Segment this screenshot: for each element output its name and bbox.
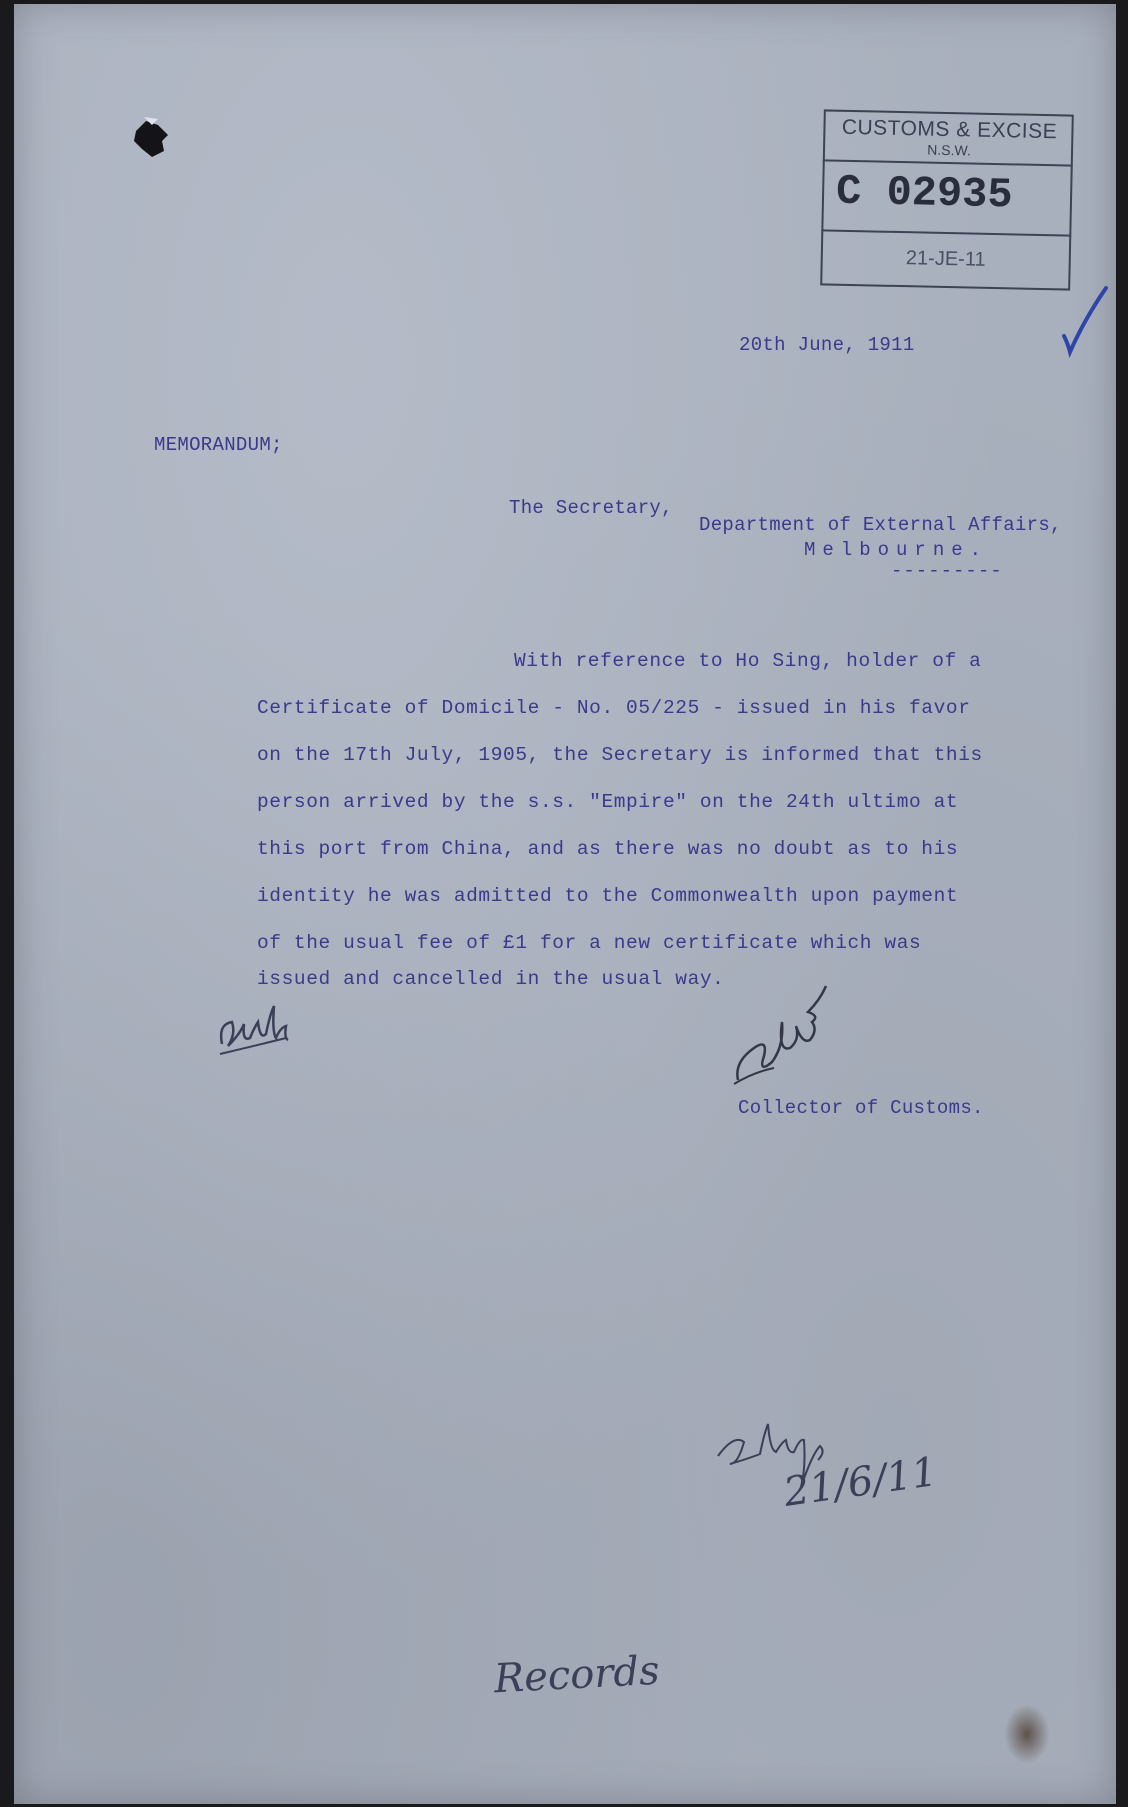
stamp-title: CUSTOMS & EXCISE: [841, 115, 1058, 144]
body-line: With reference to Ho Sing, holder of a: [514, 650, 982, 672]
handwritten-initials-date: [704, 1394, 941, 1524]
stamp-received-date: 21-JE-11: [905, 247, 986, 271]
stain: [1004, 1704, 1050, 1764]
letter-date: 20th June, 1911: [739, 334, 915, 356]
punch-hole: [132, 117, 170, 161]
stamp-subtitle: N.S.W.: [927, 141, 971, 159]
address-rule: ---------: [891, 560, 1003, 582]
body-line: identity he was admitted to the Commonwealth upon payment: [257, 885, 959, 907]
body-line: on the 17th July, 1905, the Secretary is informed that this: [257, 744, 983, 766]
handwritten-initials-left: [214, 994, 294, 1064]
signature: [724, 982, 834, 1092]
stamp-number: C 02935: [835, 167, 1014, 220]
city: Melbourne.: [804, 539, 989, 561]
handwritten-date: 21/6/11: [780, 1448, 941, 1516]
body-line: this port from China, and as there was no doubt as to his: [257, 838, 959, 860]
document-page: [14, 4, 1116, 1804]
department: Department of External Affairs,: [699, 514, 1062, 536]
body-line: person arrived by the s.s. "Empire" on the 24th ultimo at: [257, 791, 959, 813]
body-line: issued and cancelled in the usual way.: [257, 968, 725, 990]
customs-stamp: [820, 109, 1074, 290]
handwritten-records: Records: [492, 1647, 661, 1703]
addressee: The Secretary,: [509, 497, 673, 519]
checkmark-icon: [1060, 284, 1110, 356]
body-line: of the usual fee of £1 for a new certificate which was: [257, 932, 922, 954]
body-line: Certificate of Domicile - No. 05/225 - issued in his favor: [257, 697, 971, 719]
memo-heading: MEMORANDUM;: [154, 434, 283, 456]
signatory-title: Collector of Customs.: [738, 1097, 984, 1119]
